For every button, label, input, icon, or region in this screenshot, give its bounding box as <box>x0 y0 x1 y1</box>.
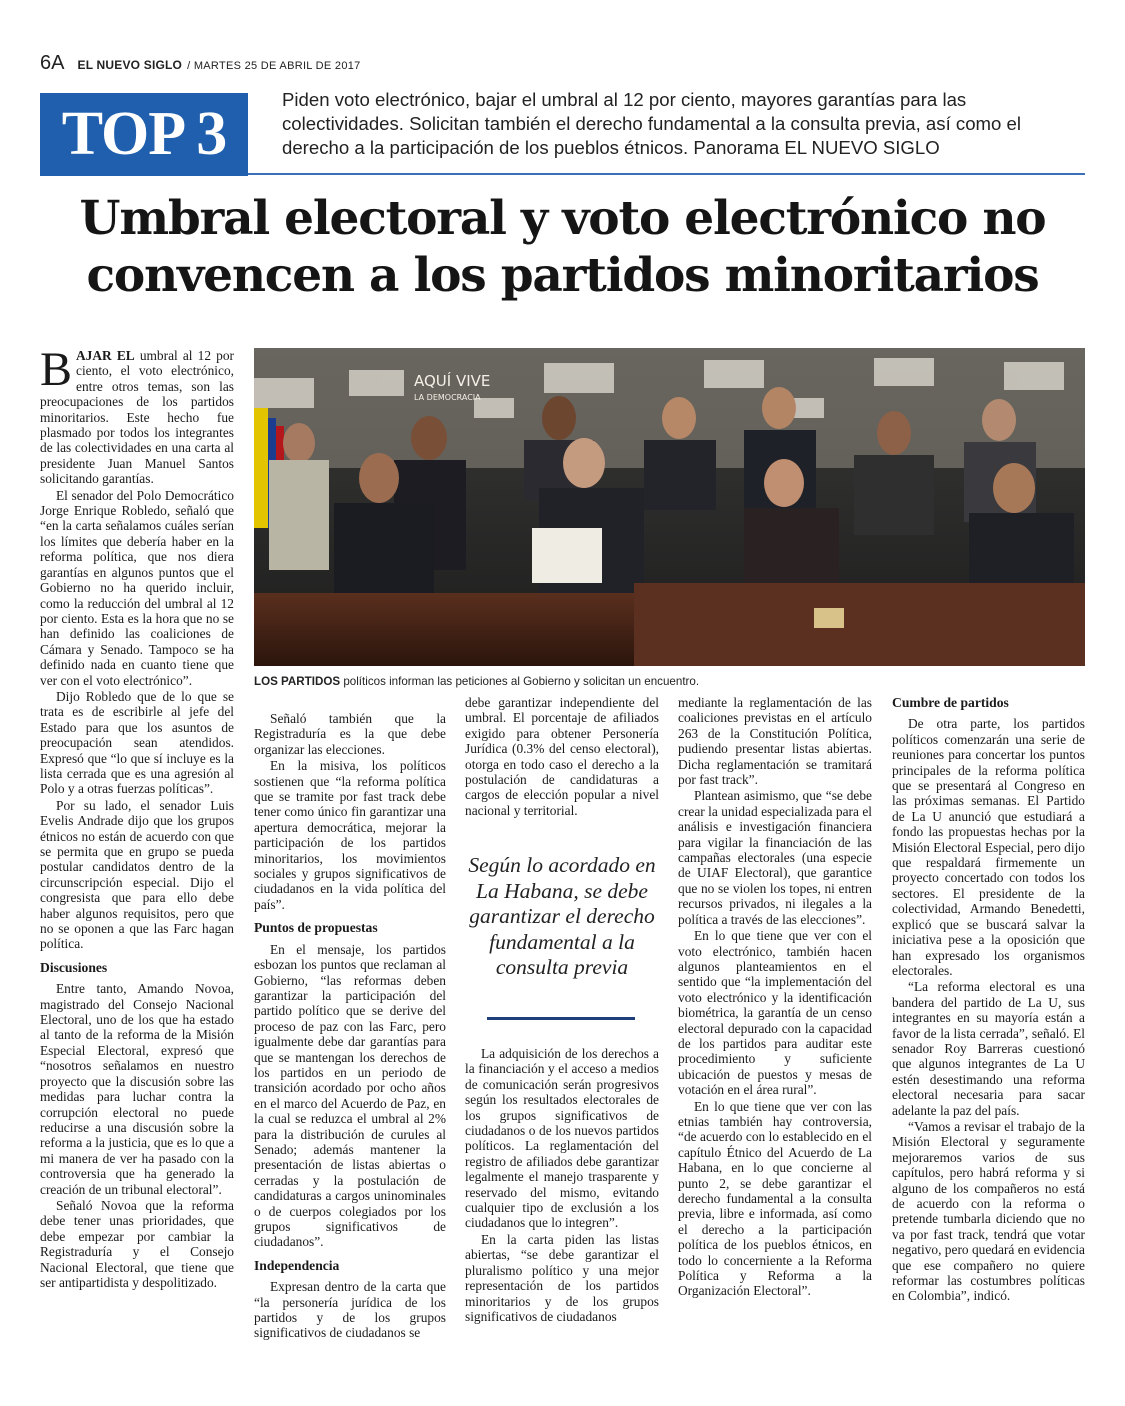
press-conference-photo <box>254 348 1085 666</box>
backdrop-text: AQUÍ VIVE <box>414 372 491 390</box>
lead-caps: AJAR EL <box>76 348 135 363</box>
subhead-puntos: Puntos de propuestas <box>254 920 378 936</box>
news-photo <box>254 348 1085 666</box>
paragraph: De otra parte, los partidos políticos comenzarán una serie de reuniones para concertar los puntos principales de la reforma política que se presentará al Congreso en las próximas semanas. El Partido de La U anunció que estudiará a fondo las propuestas hechas por la Misión Electoral Especial, pero dijo que respaldará firmemente un proyecto concertado con todos los sectores. El presidente de la colectividad, Armando Benedetti, explicó que se buscará salvar la iniciativa pese a la oposición que han expresado los organismos electorales. <box>892 716 1085 978</box>
paragraph: debe garantizar independiente del umbral. El porcentaje de afiliados exigido para obtener Personería Jurídica (0.3% del censo electoral), otorga en todo caso el derecho a la postulación de candidaturas a cargos de elección popular a nivel nacional y territorial. <box>465 695 659 818</box>
paragraph: En la carta piden las listas abiertas, “se debe garantizar el pluralismo político y una mejor representación de los partidos minoritarios y de los grupos significativos de ciudadanos <box>465 1231 659 1324</box>
page-folio <box>40 52 361 75</box>
headline: Umbral electoral y voto electrónico no convencen a los partidos minoritarios <box>79 191 1046 303</box>
photo-caption <box>254 675 1085 688</box>
paragraph: mediante la reglamentación de las coaliciones previstas en el artículo 263 de la Constitución Política, pudiendo presentar listas abiertas. Dicha reglamentación se tramitará por fast track”. <box>678 695 872 788</box>
article-column-3 <box>465 695 659 819</box>
backdrop-subtext: LA DEMOCRACIA <box>414 393 481 402</box>
paragraph: En lo que tiene que ver con las etnias también hay controversia, “de acuerdo con lo establecido en el capítulo Étnico del Acuerdo de La Habana, en lo que concierne al punto 2, se debe garantizar el derecho fundamental a la consulta previa, libre e informada, así como el derecho a la participación política de los pueblos étnicos, en todo lo concerniente a la Reforma Política y Reforma a la Organización Electoral”. <box>678 1098 872 1299</box>
article-column-2 <box>254 711 446 1342</box>
paragraph: La adquisición de los derechos a la financiación y el acceso a medios de comunicación serán progresivos según los resultados electorales de los grupos significativos de ciudadanos o de los nuevos partidos políticos. La reglamentación del registro de afiliados debe garantizar legalmente el manejo trasparente y reservado del mismo, evitando cualquier tipo de exclusión a los ciudadanos que lo integren”. <box>465 1046 659 1231</box>
paragraph: umbral al 12 por ciento, el voto electrónico, entre otros temas, son las preocupaciones de los partidos minoritarios. Este hecho fue plasmado por todos los integrantes de las colectividades en una carta al presidente Juan Manuel Santos solicitando garantías. <box>40 348 234 487</box>
subhead-cumbre: Cumbre de partidos <box>892 695 1009 710</box>
article-column-1 <box>40 343 234 1291</box>
drop-cap: B <box>40 343 73 396</box>
paragraph: Expresan dentro de la carta que “la personería jurídica de los partidos y de los grupos significativos de ciudadanos se <box>254 1279 446 1341</box>
paragraph: Por su lado, el senador Luis Evelis Andrade dijo que los grupos étnicos no están de acuerdo con que se permita que en grupo se pueda postular candidatos dentro de la circunscripción especial. Dijo el congresista que para ello debe haber algunos requisitos, pero que no se oponen a que las Farc hagan política. <box>40 797 234 952</box>
paragraph: En el mensaje, los partidos esbozan los puntos que reclaman al Gobierno, “las reformas deben garantizar la participación del partido político que se derive del proceso de paz con las Farc, pero igualmente debe dar garantías para que se mantengan los derechos de los partidos en un periodo de transición acordado por ocho años en el marco del Acuerdo de Paz, en la cual se reduzca el umbral al 2% para la distribución de curules al Senado; además mantener la presentación de listas abiertas o cerradas y la postulación de candidaturas a cargos uninominales o de cuerpos colegiados por los grupos significativos de ciudadanos”. <box>254 941 446 1250</box>
pull-quote-rule <box>487 1017 635 1020</box>
publication-name: EL NUEVO SIGLO <box>77 58 183 72</box>
caption-lead: LOS PARTIDOS <box>254 675 341 688</box>
subhead-independencia: Independencia <box>254 1257 340 1273</box>
paragraph: “La reforma electoral es una bandera del partido de La U, sus integrantes en su mayoría están a favor de la lista cerrada”, señaló. El senador Roy Barreras cuestionó que algunos integrantes de La U estén desestimando una reforma electoral necesaria para sacar adelante la paz del país. <box>892 979 1085 1118</box>
article-column-4 <box>678 695 872 1300</box>
article-column-5 <box>892 695 1085 1305</box>
page-number: 6A <box>40 52 65 74</box>
paragraph: En lo que tiene que ver con el voto electrónico, también hacen algunos planteamientos en el sentido que “la implementación del voto electrónico y la identificación biométrica, la garantía de un censo electoral depurado con la capacidad de los partidos para auditar este procedimiento y suficiente ubicación de puestos y mesas de votación en el área rural”. <box>678 928 872 1098</box>
section-tag: TOP 3 <box>40 93 248 176</box>
lede-text: Piden voto electrónico, bajar el umbral al 12 por ciento, mayores garantías para las colectividades. Solicitan también el derecho fundamental a la consulta previa, así como el derecho a la participación de los pueblos étnicos. Panorama EL NUEVO SIGLO <box>282 89 1022 158</box>
paragraph: En la misiva, los políticos sostienen que “la reforma política que se tramite por fast track debe tener como único fin garantizar una apertura democrática, mejorar la participación de los partidos minoritarios, los movimientos sociales y grupos significativos de ciudadanos en la vida política del país”. <box>254 758 446 912</box>
pull-quote: Según lo acordado en La Habana, se debe garantizar el derecho fundamental a la consulta previa <box>468 853 656 979</box>
paragraph: Señaló también que la Registraduría es la que debe organizar las elecciones. <box>254 711 446 757</box>
caption-text: políticos informan las peticiones al Gobierno y solicitan un encuentro. <box>340 675 700 688</box>
publication-date: / MARTES 25 DE ABRIL DE 2017 <box>187 60 361 72</box>
paragraph: Entre tanto, Amando Novoa, magistrado del Consejo Nacional Electoral, uno de los que ha estado al tanto de la reforma de la Misión Especial Electoral, expresó que “nosotros señalamos en nuestro proyecto que la discusión sobre las medidas para luchar contra la corrupción electoral no puede reducirse a una discusión sobre la reforma a la justicia, que es lo que a mi manera de ver ha pasado con la controversia que ha generado la creación de un tribunal electoral”. <box>40 981 234 1197</box>
subhead-discusiones: Discusiones <box>40 959 108 975</box>
paragraph: Plantean asimismo, que “se debe crear la unidad especializada para el análisis e investigación financiera para vigilar la financiación de las campañas electorales (una especie de UIAF Electoral), que garantice que no se violen los topes, ni entren recursos privados, ni ilegales a la política a través de las elecciones”. <box>678 788 872 927</box>
article-column-3-continued <box>465 1046 659 1325</box>
paragraph: El senador del Polo Democrático Jorge Enrique Robledo, señaló que “en la carta señalamos cuáles serían los límites que debería haber en la reforma política, que nos diera garantías en algunos puntos que el Gobierno no ha querido incluir, como la reducción del umbral al 12 por ciento. Esta es la hora que no se han definido las coaliciones de Cámara y Senado. Tampoco se ha definido nada en cuanto tiene que ver con el voto electrónico”. <box>40 487 234 688</box>
paragraph: Dijo Robledo que de lo que se trata es de escribirle al jefe del Estado para que los asuntos de preocupación sean atendidos. Expresó que “lo que sí incluye es la lista cerrada que es una agresión al Polo y a otras fuerzas políticas”. <box>40 688 234 797</box>
paragraph: Señaló Novoa que la reforma debe tener unas prioridades, que debe empezar por cambiar la Registraduría y el Consejo Nacional Electoral, que tiene que ser antipartidista y despolitizado. <box>40 1197 234 1290</box>
header-rule <box>248 173 1085 175</box>
paragraph: “Vamos a revisar el trabajo de la Misión Electoral y seguramente mejoraremos varios de sus capítulos, pero habrá reforma y si alguno de los compañeros no está de acuerdo con la reforma o pretende tumbarla diciendo que no va por fast track, tendrá que votar negativo, pero quedará en evidencia que ese compañero no quiere reformar las costumbres políticas en Colombia”, indicó. <box>892 1118 1085 1304</box>
